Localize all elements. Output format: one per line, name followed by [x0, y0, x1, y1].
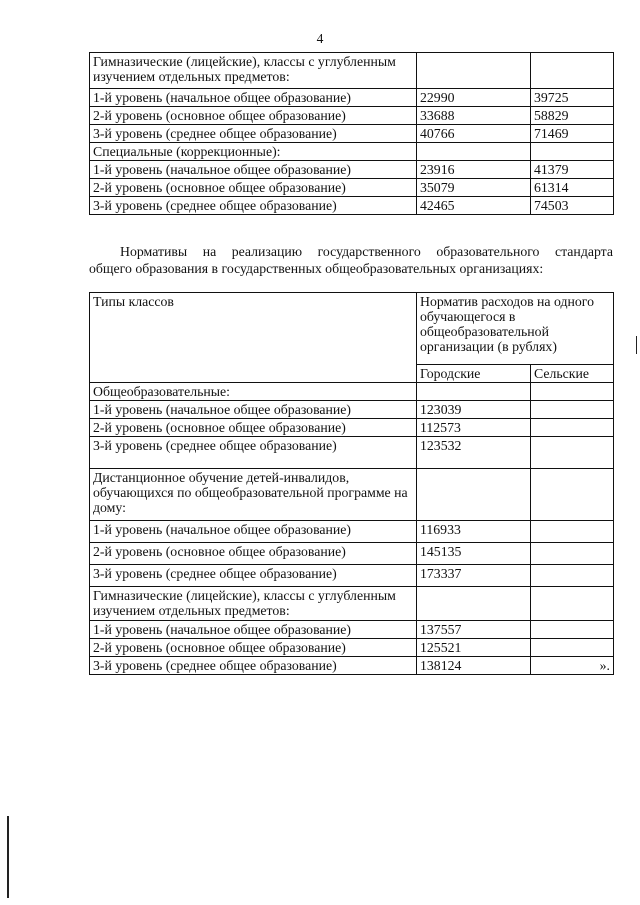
paragraph-line-1: Нормативы на реализацию государственного образовательного стандарта: [120, 244, 613, 259]
urban-value: 123532: [417, 437, 531, 469]
row-label: 2-й уровень (основное общее образование): [90, 179, 417, 197]
row-label: 3-й уровень (среднее общее образование): [90, 125, 417, 143]
urban-value: 137557: [417, 621, 531, 639]
rural-value: [531, 437, 614, 469]
table-row: [90, 587, 614, 621]
scan-margin-mark: [7, 816, 9, 898]
row-label: 1-й уровень (начальное общее образование): [90, 521, 417, 543]
standards-paragraph: [89, 243, 613, 277]
table-row: [90, 179, 614, 197]
urban-value: 138124: [417, 657, 531, 675]
row-label: 3-й уровень (среднее общее образование): [90, 657, 417, 675]
urban-value: 33688: [417, 107, 531, 125]
table-row: [90, 401, 614, 419]
row-label: Общеобразовательные:: [90, 383, 417, 401]
urban-value: 112573: [417, 419, 531, 437]
table-row: [90, 469, 614, 521]
row-label: Гимназические (лицейские), классы с углубленным изучением отдельных предметов:: [90, 587, 417, 621]
urban-value: 40766: [417, 125, 531, 143]
rural-value: 58829: [531, 107, 614, 125]
rural-value: 71469: [531, 125, 614, 143]
urban-value: 23916: [417, 161, 531, 179]
row-label: 2-й уровень (основное общее образование): [90, 107, 417, 125]
urban-value: [417, 469, 531, 521]
table-row: [90, 621, 614, 639]
table-row: [90, 521, 614, 543]
rural-value: [531, 521, 614, 543]
page-number: 4: [316, 31, 324, 46]
table-row: [90, 639, 614, 657]
rural-value: [531, 565, 614, 587]
row-label: 2-й уровень (основное общее образование): [90, 543, 417, 565]
row-label: 1-й уровень (начальное общее образование): [90, 161, 417, 179]
rural-value: 39725: [531, 89, 614, 107]
urban-value: 116933: [417, 521, 531, 543]
scan-margin-mark-right: [636, 336, 637, 354]
urban-value: 123039: [417, 401, 531, 419]
urban-value: [417, 53, 531, 89]
urban-value: 22990: [417, 89, 531, 107]
rural-value: [531, 53, 614, 89]
table-row: [90, 89, 614, 107]
header-rural: Сельские: [531, 365, 614, 383]
urban-value: [417, 383, 531, 401]
row-label: 3-й уровень (среднее общее образование): [90, 437, 417, 469]
row-label: 1-й уровень (начальное общее образование): [90, 401, 417, 419]
rural-value: [531, 419, 614, 437]
expenditure-table-continued: [89, 52, 614, 215]
table-row: [90, 657, 614, 675]
table-row: [90, 143, 614, 161]
rural-value: [531, 143, 614, 161]
table-row: [90, 197, 614, 215]
row-label: Гимназические (лицейские), классы с углубленным изучением отдельных предметов:: [90, 53, 417, 89]
table-row: [90, 125, 614, 143]
rural-value: 74503: [531, 197, 614, 215]
rural-value: 41379: [531, 161, 614, 179]
rural-value: [531, 401, 614, 419]
header-row: [90, 293, 614, 365]
urban-value: 145135: [417, 543, 531, 565]
row-label: Дистанционное обучение детей-инвалидов, обучающихся по общеобразовательной программе на дому:: [90, 469, 417, 521]
header-class-types: Типы классов: [90, 293, 417, 383]
header-urban: Городские: [417, 365, 531, 383]
rural-value: [531, 621, 614, 639]
urban-value: 173337: [417, 565, 531, 587]
table-row: [90, 419, 614, 437]
rural-value: [531, 639, 614, 657]
row-label: 3-й уровень (среднее общее образование): [90, 565, 417, 587]
table-row: [90, 543, 614, 565]
urban-value: 35079: [417, 179, 531, 197]
table-row: [90, 161, 614, 179]
urban-value: [417, 143, 531, 161]
rural-value: ».: [531, 657, 614, 675]
rural-value: [531, 469, 614, 521]
row-label: 1-й уровень (начальное общее образование): [90, 621, 417, 639]
urban-value: [417, 587, 531, 621]
rural-value: [531, 587, 614, 621]
rural-value: [531, 543, 614, 565]
table-row: [90, 565, 614, 587]
urban-value: 42465: [417, 197, 531, 215]
table-row: [90, 383, 614, 401]
standards-table: [89, 292, 614, 675]
table-row: [90, 107, 614, 125]
paragraph-line-2: общего образования в государственных общеобразовательных организациях:: [89, 261, 544, 276]
row-label: 2-й уровень (основное общее образование): [90, 639, 417, 657]
header-norm: Норматив расходов на одного обучающегося в общеобразовательной организации (в рублях): [417, 293, 614, 365]
row-label: Специальные (коррекционные):: [90, 143, 417, 161]
row-label: 1-й уровень (начальное общее образование): [90, 89, 417, 107]
table-row: [90, 437, 614, 469]
rural-value: 61314: [531, 179, 614, 197]
row-label: 3-й уровень (среднее общее образование): [90, 197, 417, 215]
row-label: 2-й уровень (основное общее образование): [90, 419, 417, 437]
table-row: [90, 53, 614, 89]
rural-value: [531, 383, 614, 401]
urban-value: 125521: [417, 639, 531, 657]
